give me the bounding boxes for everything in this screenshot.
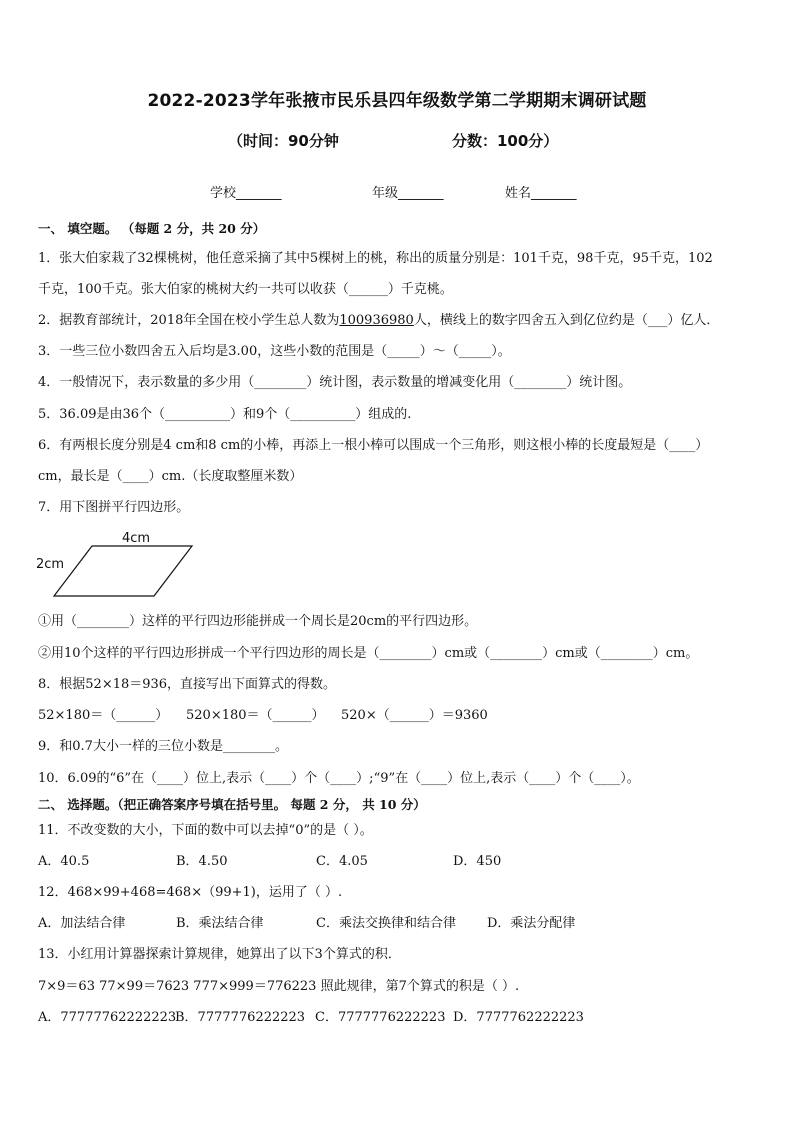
grade-field: 年级_______ [372,186,444,201]
question-1-line-2: 千克，100千克。张大伯家的桃树大约一共可以收获（______）千克桃。 [38,282,453,297]
school-field: 学校_______ [210,186,282,201]
question-5: 5．36.09是由36个（__________）和9个（__________）组成的. [38,407,412,422]
question-13-stem: 13．小红用计算器探索计算规律，她算出了以下3个算式的积． [38,947,401,962]
question-13-option-b: B．7777776222223 [175,1010,306,1025]
name-field: 姓名_______ [505,186,577,201]
question-11-stem: 11．不改变数的大小，下面的数中可以去掉“0”的是（ ）。 [38,823,373,838]
question-13-option-c: C．7777776222223 [315,1010,446,1025]
question-8-c: 520×（______）＝9360 [341,708,488,723]
question-12-option-a: A．加法结合律 [38,916,126,931]
question-8-stem: 8．根据52×18＝936，直接写出下面算式的得数。 [38,677,337,692]
question-13-option-d: D．7777762222223 [453,1010,584,1025]
question-6-line-2: cm，最长是（____）cm.（长度取整厘米数） [38,469,303,484]
question-8-a: 52×180＝（______） [38,708,169,723]
question-4: 4．一般情况下，表示数量的多少用（________）统计图，表示数量的增减变化用（________）统计图。 [38,375,632,390]
parallelogram-figure [34,526,204,602]
underlined-number: 100936980 [339,313,414,328]
question-12-option-c: C．乘法交换律和结合律 [316,916,456,931]
question-6-line-1: 6．有两根长度分别是4 cm和8 cm的小棒，再添上一根小棒可以围成一个三角形，则这根小棒的长度最短是（____） [38,438,709,453]
question-11-option-a: A．40.5 [38,854,90,869]
question-2 [38,312,719,330]
section-heading-multiple-choice: 二、 选择题。（把正确答案序号填在括号里。 每题 2 分， 共 10 分） [38,797,426,812]
question-11-option-c: C．4.05 [316,854,368,869]
question-12-option-d: D．乘法分配律 [487,916,576,931]
left-side-label: 2cm [36,557,65,572]
parallelogram-shape [54,546,192,596]
question-12-stem: 12．468×99+468=468×（99+1)，运用了（ ）. [38,885,343,900]
time-limit: （时间：90分钟 [228,132,339,150]
question-8-b: 520×180＝（______） [186,708,325,723]
section-heading-fill-in: 一、 填空题。 （每题 2 分，共 20 分） [38,221,266,236]
question-9: 9．和0.7大小一样的三位小数是________。 [38,739,288,754]
question-7-stem: 7．用下图拼平行四边形。 [38,500,190,515]
question-2-text-end: 人，横线上的数字四舍五入到亿位约是（___）亿人． [413,313,720,328]
total-score: 分数：100分） [452,132,559,150]
question-12-option-b: B．乘法结合律 [176,916,264,931]
question-10: 10．6.09的“6”在（____）位上,表示（____）个（____）;“9”在（____）位上,表示（____）个（____）。 [38,771,640,786]
question-7-part-1: ①用（________）这样的平行四边形能拼成一个周长是20cm的平行四边形。 [38,614,478,629]
question-1-line-1: 1．张大伯家栽了32棵桃树，他任意采摘了其中5棵树上的桃，称出的质量分别是：101千克，98千克，95千克，102 [38,251,713,266]
question-13-calculations: 7×9＝63 77×99＝7623 777×999＝776223 照此规律，第7个算式的积是（ ）. [38,979,520,994]
top-side-label: 4cm [122,531,151,546]
question-2-text-start: 2．据教育部统计，2018年全国在校小学生总人数为 [38,313,340,328]
question-11-option-b: B．4.50 [176,854,228,869]
question-3: 3．一些三位小数四舍五入后均是3.00，这些小数的范围是（_____）～（_____）。 [38,344,511,359]
question-13-option-a: A．77777762222223 [38,1010,177,1025]
page-title: 2022-2023学年张掖市民乐县四年级数学第二学期期末调研试题 [147,91,647,111]
question-11-option-d: D．450 [453,854,502,869]
question-7-part-2: ②用10个这样的平行四边形拼成一个平行四边形的周长是（________）cm或（________）cm或（________）cm。 [38,646,699,661]
